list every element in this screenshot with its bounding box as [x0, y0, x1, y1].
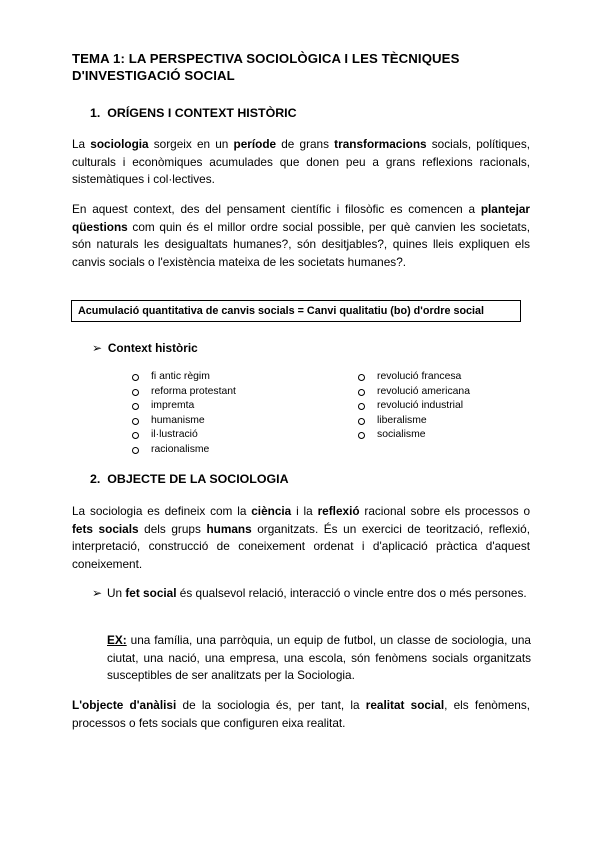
- section-2-number: 2.: [90, 472, 101, 486]
- list-item: revolució francesa: [358, 370, 528, 385]
- section-1-heading: [90, 105, 297, 121]
- list-item: impremta: [132, 399, 322, 414]
- list-item: fi antic règim: [132, 370, 322, 385]
- section-2-paragraph-2: L'objecte d'anàlisi de la sociologia és, per tant, la realitat social, els fenòmens, processos o fets socials que configuren eixa realitat.: [72, 698, 530, 730]
- example-label: EX:: [107, 633, 127, 647]
- context-list-left: [132, 370, 322, 458]
- context-historic-heading: [92, 340, 198, 356]
- section-1-title: ORÍGENS I CONTEXT HISTÒRIC: [107, 106, 297, 120]
- list-item: humanisme: [132, 414, 322, 429]
- section-2-paragraph-1: La sociologia es defineix com la ciència i la reflexió racional sobre els processos o fets socials dels grups humans organitzats. És un exercici de teorització, reflexió, interpretació, construcció de coneixement ordenat i d'aplicació pràctica d'aquest coneixement.: [72, 504, 531, 571]
- context-historic-label: Context històric: [107, 341, 198, 355]
- list-item: reforma protestant: [132, 385, 322, 400]
- document-title: TEMA 1: LA PERSPECTIVA SOCIOLÒGICA I LES TÈCNIQUES D'INVESTIGACIÓ SOCIAL: [72, 51, 460, 83]
- example-paragraph: EX: una família, una parròquia, un equip de futbol, un classe de sociologia, una ciutat, una nació, una empresa, una escola, són fenòmens socials organitzats susceptibles de ser analitzats per la Sociologia.: [107, 633, 531, 682]
- list-item: socialisme: [358, 428, 528, 443]
- section-1-paragraph-1: La sociologia sorgeix en un període de grans transformacions socials, polítiques, culturals i econòmiques acumulades que donen peu a grans reflexions racionals, sistemàtiques i col·lectives.: [72, 137, 531, 186]
- context-list-right: [358, 370, 528, 443]
- section-2-heading: [90, 471, 289, 487]
- list-item: racionalisme: [132, 443, 322, 458]
- section-1-paragraph-2: En aquest context, des del pensament científic i filosòfic es comencen a plantejar qüestions com quin és el millor ordre social possible, per què canvien les societats, són naturals les desigualtats humanes?, són desitjables?, quines lleis expliquen els canvis socials o l'existència mateixa de les societats humanes?.: [72, 202, 530, 269]
- list-item: il·lustració: [132, 428, 322, 443]
- arrow-bullet-icon: ➢: [92, 341, 102, 355]
- fet-social-definition: Un fet social és qualsevol relació, interacció o vincle entre dos o més persones.: [107, 586, 527, 600]
- fet-social-arrow-icon: ➢: [92, 586, 102, 600]
- list-item: liberalisme: [358, 414, 528, 429]
- list-item: revolució americana: [358, 385, 528, 400]
- section-2-title: OBJECTE DE LA SOCIOLOGIA: [107, 472, 289, 486]
- key-concept-box: Acumulació quantitativa de canvis socials = Canvi qualitatiu (bo) d'ordre social: [71, 300, 521, 322]
- section-1-number: 1.: [90, 106, 101, 120]
- list-item: revolució industrial: [358, 399, 528, 414]
